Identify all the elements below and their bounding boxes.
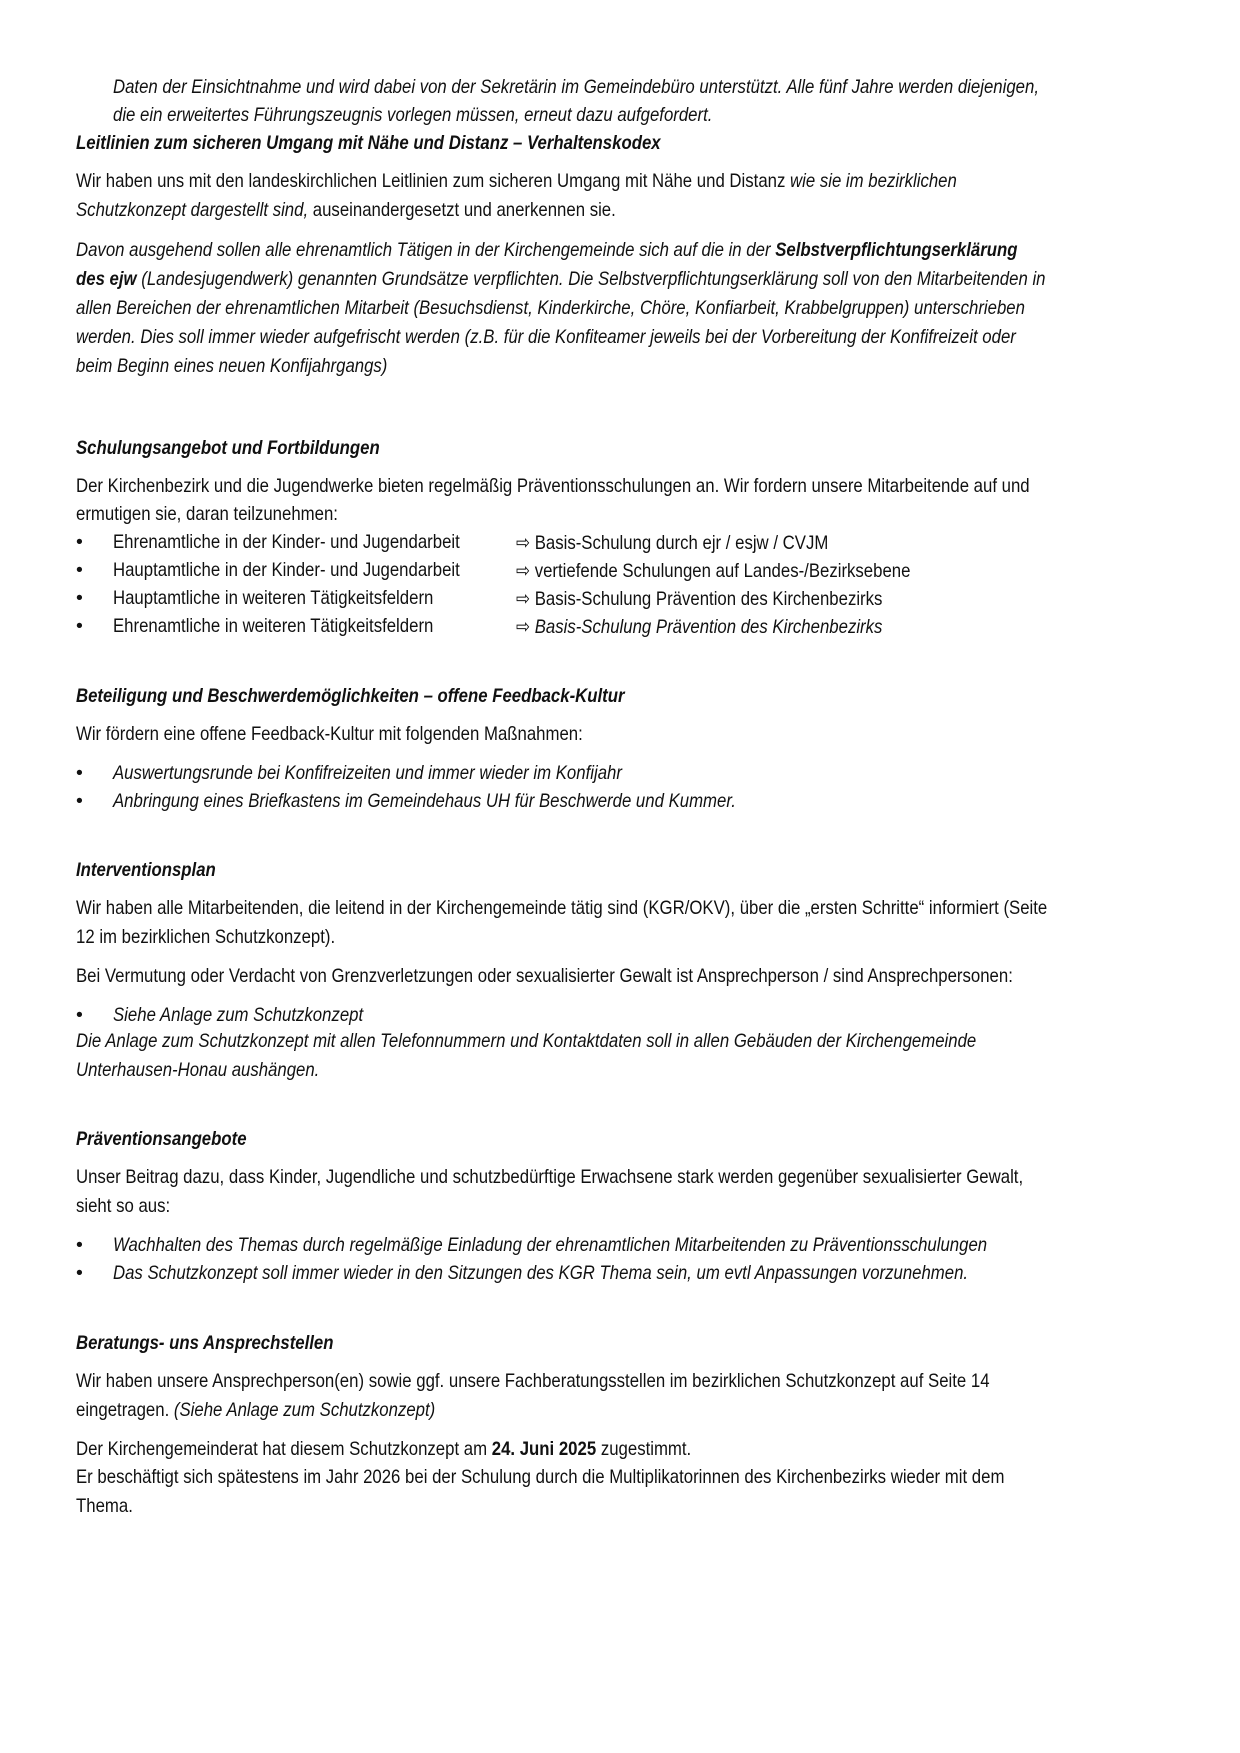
praevention-p-line-2: sieht so aus:	[76, 1195, 171, 1217]
schulung-p-line-2: ermutigen sie, daran teilzunehmen:	[76, 503, 338, 525]
arrow-right-icon: ⇨	[516, 560, 531, 582]
bullet-icon: •	[76, 615, 83, 637]
beteiligung-p: Wir fördern eine offene Feedback-Kultur mit folgenden Maßnahmen:	[76, 723, 583, 745]
list-item-what	[516, 615, 882, 639]
approval-date: 24. Juni 2025	[491, 1438, 597, 1460]
arrow-right-icon: ⇨	[516, 588, 531, 610]
intervention-p1-line-2: 12 im bezirklichen Schutzkonzept).	[76, 926, 336, 948]
bullet-icon: •	[76, 587, 83, 609]
intervention-p2: Bei Vermutung oder Verdacht von Grenzverletzungen oder sexualisierter Gewalt ist Ansprechperson / sind Ansprechpersonen:	[76, 965, 1013, 987]
bullet-icon: •	[76, 559, 83, 581]
bullet-icon: •	[76, 1004, 83, 1026]
leitlinien-p2-line-1	[76, 239, 1017, 262]
leitlinien-p2-line-4: werden. Dies soll immer wieder aufgefrischt werden (z.B. für die Konfiteamer jeweils bei der Vorbereitung der Konfifreizeit oder	[76, 326, 1016, 348]
intro-line-2: die ein erweitertes Führungszeugnis vorlegen müssen, erneut dazu aufgefordert.	[113, 104, 713, 126]
list-item	[76, 1262, 1176, 1290]
praevention-p-line-1: Unser Beitrag dazu, dass Kinder, Jugendliche und schutzbedürftige Erwachsene stark werden gegenüber sexualisierter Gewalt,	[76, 1166, 1024, 1188]
list-item	[76, 1234, 1176, 1262]
list-item-who: Hauptamtliche in weiteren Tätigkeitsfeldern	[113, 587, 434, 609]
arrow-right-icon: ⇨	[516, 616, 531, 638]
bullet-icon: •	[76, 531, 83, 553]
text-segment: wie sie im bezirklichen	[790, 170, 957, 192]
list-item	[76, 1004, 1176, 1032]
text-segment: Wir haben uns mit den landeskirchlichen Leitlinien zum sicheren Umgang mit Nähe und Distanz	[76, 170, 791, 192]
text-segment: (Siehe Anlage zum Schutzkonzept)	[173, 1399, 436, 1421]
beratung-p2	[76, 1438, 691, 1461]
heading-praevention: Präventionsangebote	[76, 1128, 247, 1150]
list-item-what	[516, 559, 910, 583]
beratung-p3-line-1: Er beschäftigt sich spätestens im Jahr 2026 bei der Schulung durch die Multiplikatorinnen des Kirchenbezirks wieder mit dem	[76, 1466, 1005, 1488]
text-segment: Der Kirchengemeinderat hat diesem Schutzkonzept am	[76, 1438, 492, 1460]
heading-beteiligung: Beteiligung und Beschwerdemöglichkeiten – offene Feedback-Kultur	[76, 685, 625, 707]
list-item-who: Ehrenamtliche in der Kinder- und Jugendarbeit	[113, 531, 460, 553]
leitlinien-p2-line-3: allen Bereichen der ehrenamtlichen Mitarbeit (Besuchsdienst, Kinderkirche, Chöre, Konfiarbeit, Krabbelgruppen) unterschrieben	[76, 297, 1025, 319]
intervention-note-line-2: Unterhausen-Honau aushängen.	[76, 1059, 320, 1081]
list-item-text: Anbringung eines Briefkastens im Gemeindehaus UH für Beschwerde und Kummer.	[113, 790, 736, 812]
bullet-icon: •	[76, 762, 83, 784]
beratung-p1-line-1: Wir haben unsere Ansprechperson(en) sowie ggf. unsere Fachberatungsstellen im bezirklichen Schutzkonzept auf Seite 14	[76, 1370, 990, 1392]
heading-leitlinien: Leitlinien zum sicheren Umgang mit Nähe und Distanz – Verhaltenskodex	[76, 132, 661, 154]
intervention-note-line-1: Die Anlage zum Schutzkonzept mit allen Telefonnummern und Kontaktdaten soll in allen Gebäuden der Kirchengemeinde	[76, 1030, 977, 1052]
beratung-p1-line-2	[76, 1399, 435, 1422]
list-item	[76, 790, 1176, 818]
intro-line-1: Daten der Einsichtnahme und wird dabei von der Sekretärin im Gemeindebüro unterstützt. Alle fünf Jahre werden diejenigen,	[113, 76, 1039, 98]
list-item-what-text: Basis-Schulung durch ejr / esjw / CVJM	[534, 532, 829, 554]
list-item-what-text: Basis-Schulung Prävention des Kirchenbezirks	[534, 616, 883, 638]
list-item	[76, 559, 1176, 587]
arrow-right-icon: ⇨	[516, 532, 531, 554]
schulung-p-line-1: Der Kirchenbezirk und die Jugendwerke bieten regelmäßig Präventionsschulungen an. Wir fordern unsere Mitarbeitende auf und	[76, 475, 1030, 497]
list-item-who: Hauptamtliche in der Kinder- und Jugendarbeit	[113, 559, 460, 581]
list-item	[76, 531, 1176, 559]
intervention-p1-line-1: Wir haben alle Mitarbeitenden, die leitend in der Kirchengemeinde tätig sind (KGR/OKV), über die „ersten Schritte“ informiert (Seite	[76, 897, 1048, 919]
leitlinien-p1-line-1	[76, 170, 957, 193]
text-segment: Davon ausgehend sollen alle ehrenamtlich Tätigen in der Kirchengemeinde sich auf die in der	[76, 239, 776, 261]
text-segment-bold: des ejw	[76, 268, 137, 290]
list-item-text: Das Schutzkonzept soll immer wieder in den Sitzungen des KGR Thema sein, um evtl Anpassungen vorzunehmen.	[113, 1262, 969, 1284]
bullet-icon: •	[76, 790, 83, 812]
heading-schulung: Schulungsangebot und Fortbildungen	[76, 437, 380, 459]
heading-beratung: Beratungs- uns Ansprechstellen	[76, 1332, 334, 1354]
list-item	[76, 615, 1176, 643]
text-segment: auseinandergesetzt und anerkennen sie.	[308, 199, 616, 221]
list-item-what	[516, 531, 828, 555]
text-segment-bold: Selbstverpflichtungserklärung	[775, 239, 1018, 261]
list-item-what-text: vertiefende Schulungen auf Landes-/Bezirksebene	[534, 560, 911, 582]
leitlinien-p2-line-5: beim Beginn eines neuen Konfijahrgangs)	[76, 355, 388, 377]
text-segment: eingetragen.	[76, 1399, 174, 1421]
leitlinien-p1-line-2	[76, 199, 616, 222]
list-item-text: Auswertungsrunde bei Konfifreizeiten und immer wieder im Konfijahr	[113, 762, 622, 784]
list-item-what	[516, 587, 882, 611]
list-item-who: Ehrenamtliche in weiteren Tätigkeitsfeldern	[113, 615, 434, 637]
text-segment: Schutzkonzept dargestellt sind,	[76, 199, 309, 221]
list-item-text: Wachhalten des Themas durch regelmäßige Einladung der ehrenamtlichen Mitarbeitenden zu Präventionsschulungen	[113, 1234, 988, 1256]
text-segment: (Landesjugendwerk) genannten Grundsätze verpflichten. Die Selbstverpflichtungserklärung soll von den Mitarbeitenden in	[136, 268, 1046, 290]
bullet-icon: •	[76, 1234, 83, 1256]
list-item	[76, 762, 1176, 790]
leitlinien-p2-line-2	[76, 268, 1046, 291]
bullet-icon: •	[76, 1262, 83, 1284]
heading-intervention: Interventionsplan	[76, 859, 216, 881]
beratung-p3-line-2: Thema.	[76, 1495, 133, 1517]
text-segment: zugestimmt.	[596, 1438, 692, 1460]
list-item-text: Siehe Anlage zum Schutzkonzept	[113, 1004, 364, 1026]
list-item-what-text: Basis-Schulung Prävention des Kirchenbezirks	[534, 588, 883, 610]
list-item	[76, 587, 1176, 615]
